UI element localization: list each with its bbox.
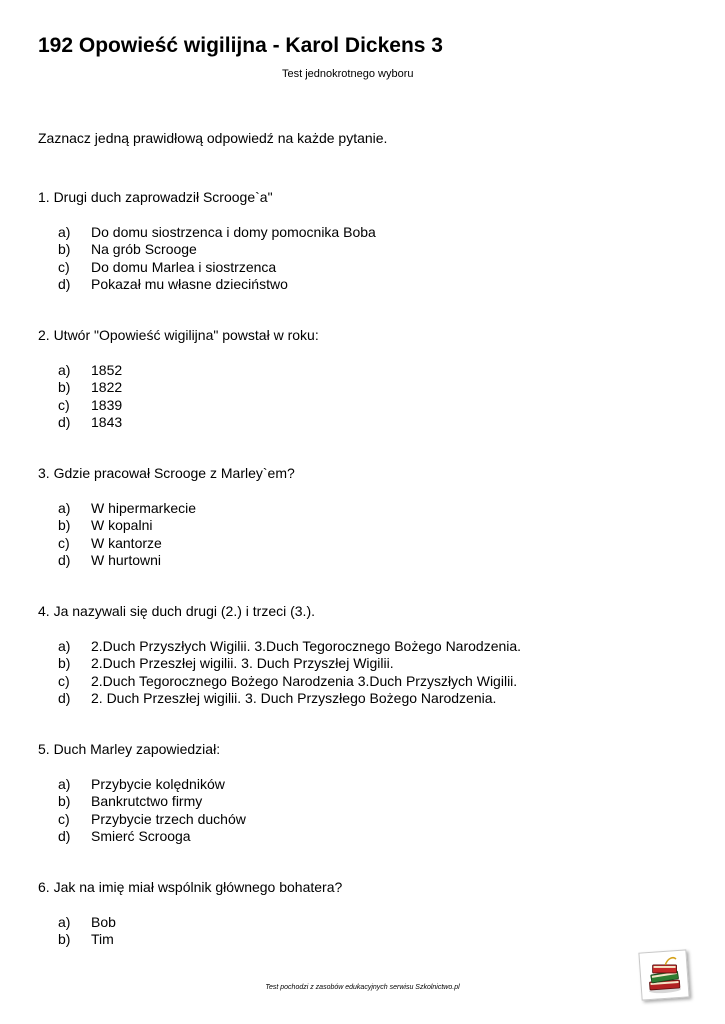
option-b[interactable] (38, 655, 698, 672)
option-a[interactable] (38, 500, 698, 517)
option-text: Smierć Scrooga (91, 827, 191, 844)
option-text: Bob (91, 914, 116, 930)
option-list (38, 224, 698, 293)
option-text: Do domu siostrzenca i domy pomocnika Boba (91, 224, 376, 240)
option-d[interactable] (38, 552, 698, 569)
option-d[interactable] (38, 828, 698, 845)
option-list (38, 362, 698, 431)
question-2 (38, 325, 698, 431)
option-letter: c) (58, 810, 70, 827)
option-text: Pokazał mu własne dzieciństwo (91, 275, 288, 292)
option-text: W hurtowni (91, 551, 162, 568)
option-text: 1839 (91, 396, 123, 413)
option-text: 1822 (91, 379, 123, 396)
question-text: 4. Ja nazywali się duch drugi (2.) i trzeci (3.). (38, 603, 315, 619)
option-letter: d) (58, 827, 71, 844)
option-letter: c) (58, 672, 70, 689)
option-text: W hipermarkecie (91, 500, 197, 516)
option-d[interactable] (38, 690, 698, 707)
page-title: 192 Opowieść wigilijna - Karol Dickens 3 (38, 34, 443, 57)
option-list (38, 776, 698, 845)
option-list (38, 638, 698, 707)
option-letter: b) (58, 241, 71, 258)
option-text: 2.Duch Przyszłych Wigilii. 3.Duch Tegorocznego Bożego Narodzenia. (91, 638, 522, 654)
footer-source: Test pochodzi z zasobów edukacyjnych serwisu Szkolnictwo.pl (265, 984, 460, 991)
option-letter: c) (58, 258, 70, 275)
option-letter: c) (58, 396, 70, 413)
option-letter: a) (58, 914, 71, 930)
option-a[interactable] (38, 224, 698, 241)
question-text: 2. Utwór "Opowieść wigilijna" powstał w roku: (38, 327, 319, 343)
option-a[interactable] (38, 914, 698, 931)
option-letter: b) (58, 655, 71, 672)
option-text: 2.Duch Tegorocznego Bożego Narodzenia 3.Duch Przyszłych Wigilii. (91, 672, 518, 689)
option-letter: b) (58, 793, 71, 810)
option-c[interactable] (38, 811, 698, 828)
question-text: 1. Drugi duch zaprowadził Scrooge`a" (38, 189, 273, 205)
books-icon (638, 949, 689, 1000)
option-letter: a) (58, 224, 71, 240)
option-text: Do domu Marlea i siostrzenca (91, 258, 277, 275)
question-text: 5. Duch Marley zapowiedział: (38, 741, 221, 757)
option-a[interactable] (38, 638, 698, 655)
option-letter: a) (58, 500, 71, 516)
option-b[interactable] (38, 931, 698, 948)
option-d[interactable] (38, 276, 698, 293)
option-text: 2. Duch Przeszłej wigilii. 3. Duch Przyszłego Bożego Narodzenia. (91, 689, 497, 706)
option-letter: d) (58, 551, 71, 568)
question-6 (38, 877, 698, 949)
option-text: Przybycie trzech duchów (91, 810, 246, 827)
option-text: Przybycie kolędników (91, 776, 225, 792)
question-5 (38, 739, 698, 845)
option-letter: d) (58, 689, 71, 706)
option-a[interactable] (38, 776, 698, 793)
instructions: Zaznacz jedną prawidłową odpowiedź na każde pytanie. (38, 130, 388, 146)
question-3 (38, 463, 698, 569)
option-letter: c) (58, 534, 70, 551)
option-text: Tim (91, 931, 114, 948)
option-list (38, 500, 698, 569)
option-letter: d) (58, 275, 71, 292)
option-b[interactable] (38, 379, 698, 396)
option-text: W kopalni (91, 517, 153, 534)
option-letter: b) (58, 931, 71, 948)
option-b[interactable] (38, 517, 698, 534)
option-letter: a) (58, 638, 71, 654)
option-c[interactable] (38, 259, 698, 276)
option-list (38, 914, 698, 949)
option-a[interactable] (38, 362, 698, 379)
option-text: 1843 (91, 413, 123, 430)
option-text: 2.Duch Przeszłej wigilii. 3. Duch Przyszłej Wigilii. (91, 655, 394, 672)
option-d[interactable] (38, 414, 698, 431)
option-text: 1852 (91, 362, 123, 378)
question-text: 6. Jak na imię miał wspólnik głównego bohatera? (38, 879, 343, 895)
option-text: Bankrutctwo firmy (91, 793, 203, 810)
option-letter: b) (58, 517, 71, 534)
option-c[interactable] (38, 535, 698, 552)
option-text: W kantorze (91, 534, 162, 551)
option-text: Na grób Scrooge (91, 241, 197, 258)
option-c[interactable] (38, 673, 698, 690)
option-letter: a) (58, 776, 71, 792)
option-b[interactable] (38, 793, 698, 810)
option-letter: d) (58, 413, 71, 430)
page-subtitle: Test jednokrotnego wyboru (282, 68, 414, 80)
option-c[interactable] (38, 397, 698, 414)
question-1 (38, 187, 698, 293)
question-text: 3. Gdzie pracował Scrooge z Marley`em? (38, 465, 295, 481)
option-letter: a) (58, 362, 71, 378)
question-4 (38, 601, 698, 707)
option-b[interactable] (38, 241, 698, 258)
option-letter: b) (58, 379, 71, 396)
